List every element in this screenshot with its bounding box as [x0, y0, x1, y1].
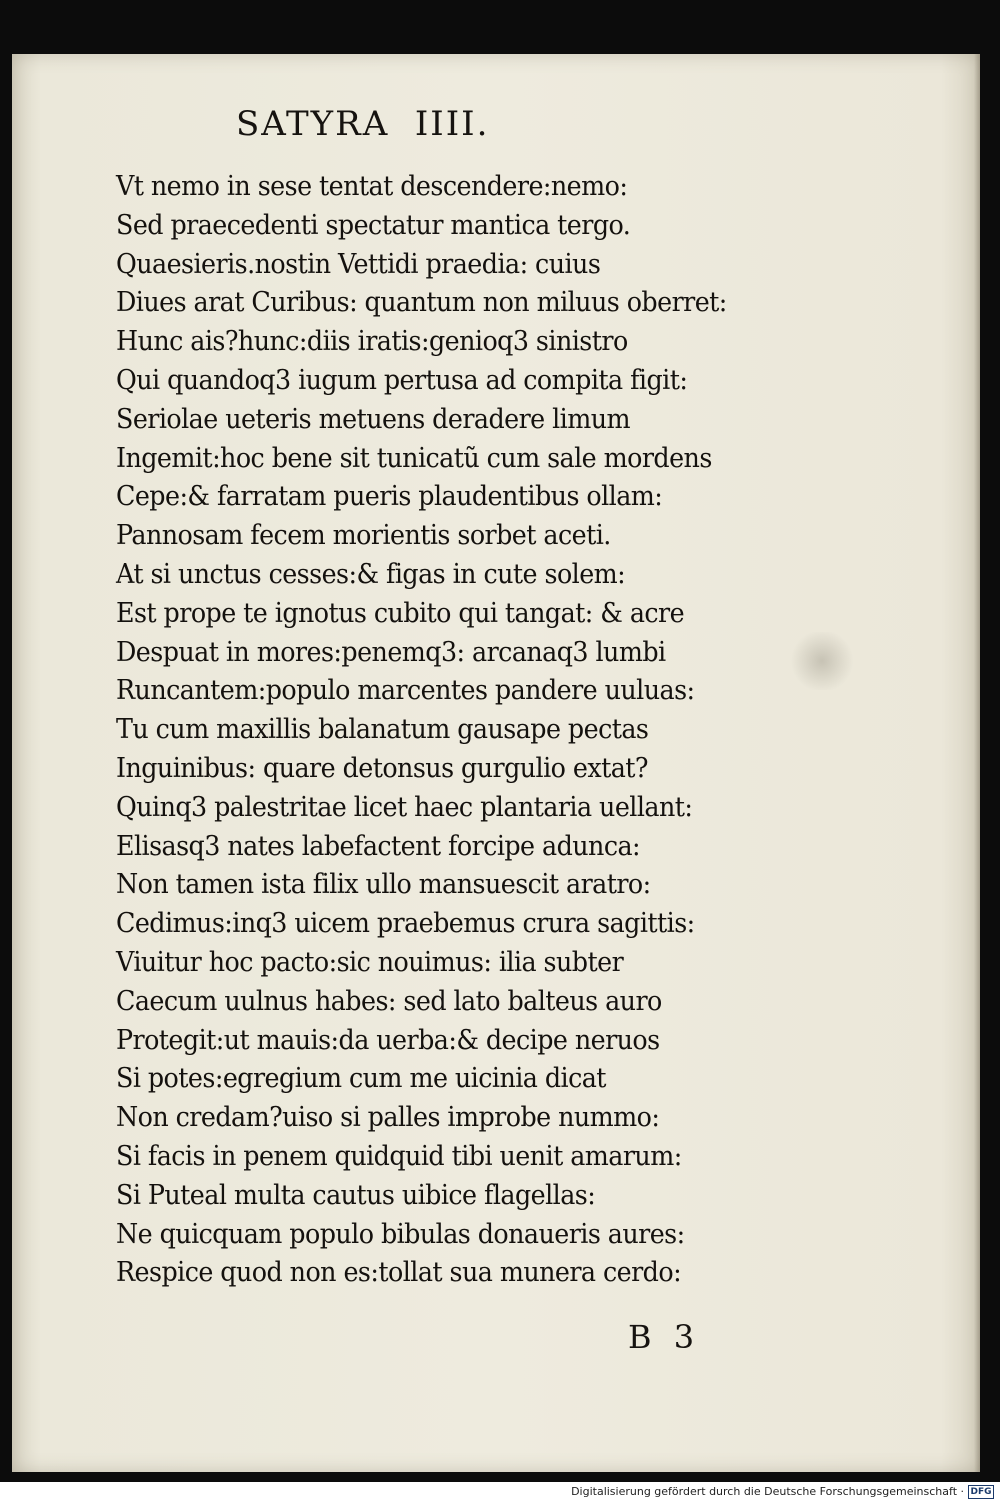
funding-credit: Digitalisierung gefördert durch die Deutsche Forschungsgemeinschaft ·	[571, 1485, 964, 1498]
verse-line: Non tamen ista filix ullo mansuescit aratro:	[116, 869, 651, 901]
verse-line: Si Puteal multa cautus uibice flagellas:	[116, 1179, 596, 1211]
verse-line: Sed praecedenti spectatur mantica tergo.	[116, 209, 631, 241]
page-edge-shadow	[974, 54, 980, 1472]
verse-list	[116, 168, 766, 1293]
verse-line: Runcantem:populo marcentes pandere uuluas:	[116, 675, 695, 707]
verse-line: Ne quicquam populo bibulas donaueris aures:	[116, 1218, 685, 1250]
verse-line: Quaesieris.nostin Vettidi praedia: cuius	[116, 248, 601, 280]
ink-bleed-through	[788, 632, 856, 690]
verse-line: Protegit:ut mauis:da uerba:& decipe neruos	[116, 1024, 660, 1056]
verse-line: At si unctus cesses:& figas in cute solem:	[116, 558, 626, 590]
verse-line: Est prope te ignotus cubito qui tangat: & acre	[116, 597, 685, 629]
verse-line: Ingemit:hoc bene sit tunicatũ cum sale mordens	[116, 442, 712, 474]
verse-line: Si potes:egregium cum me uicinia dicat	[116, 1063, 606, 1095]
dfg-logo: DFG	[968, 1485, 994, 1499]
verse-line: Seriolae ueteris metuens deradere limum	[116, 403, 631, 435]
verse-line: Despuat in mores:penemq3: arcanaq3 lumbi	[116, 636, 666, 668]
verse-line: Hunc ais?hunc:diis iratis:genioq3 sinistro	[116, 326, 628, 358]
signature-mark: B 3	[628, 1318, 701, 1356]
verse-line: Diues arat Curibus: quantum non miluus oberret:	[116, 287, 727, 319]
verse-line: Tu cum maxillis balanatum gausape pectas	[116, 714, 649, 746]
verse-line: Vt nemo in sese tentat descendere:nemo:	[116, 171, 628, 202]
verse-line: Respice quod non es:tollat sua munera cerdo:	[116, 1257, 682, 1289]
running-head: SATYRA IIII.	[236, 104, 490, 144]
verse-line: Caecum uulnus habes: sed lato balteus auro	[116, 985, 662, 1017]
verse-line: Viuitur hoc pacto:sic nouimus: ilia subter	[116, 946, 624, 978]
verse-line: Elisasq3 nates labefactent forcipe adunca:	[116, 830, 641, 862]
verse-line: Qui quandoq3 iugum pertusa ad compita figit:	[116, 364, 688, 396]
verse-line: Pannosam fecem morientis sorbet aceti.	[116, 520, 611, 552]
verse-line: Si facis in penem quidquid tibi uenit amarum:	[116, 1140, 682, 1172]
verse-line: Inguinibus: quare detonsus gurgulio extat?	[116, 752, 648, 784]
verse-line: Non credam?uiso si palles improbe nummo:	[116, 1102, 660, 1134]
verse-line: Quinq3 palestritae licet haec plantaria uellant:	[116, 791, 693, 823]
verse-line: Cepe:& farratam pueris plaudentibus ollam:	[116, 481, 663, 513]
verse-line: Cedimus:inq3 uicem praebemus crura sagittis:	[116, 908, 695, 940]
